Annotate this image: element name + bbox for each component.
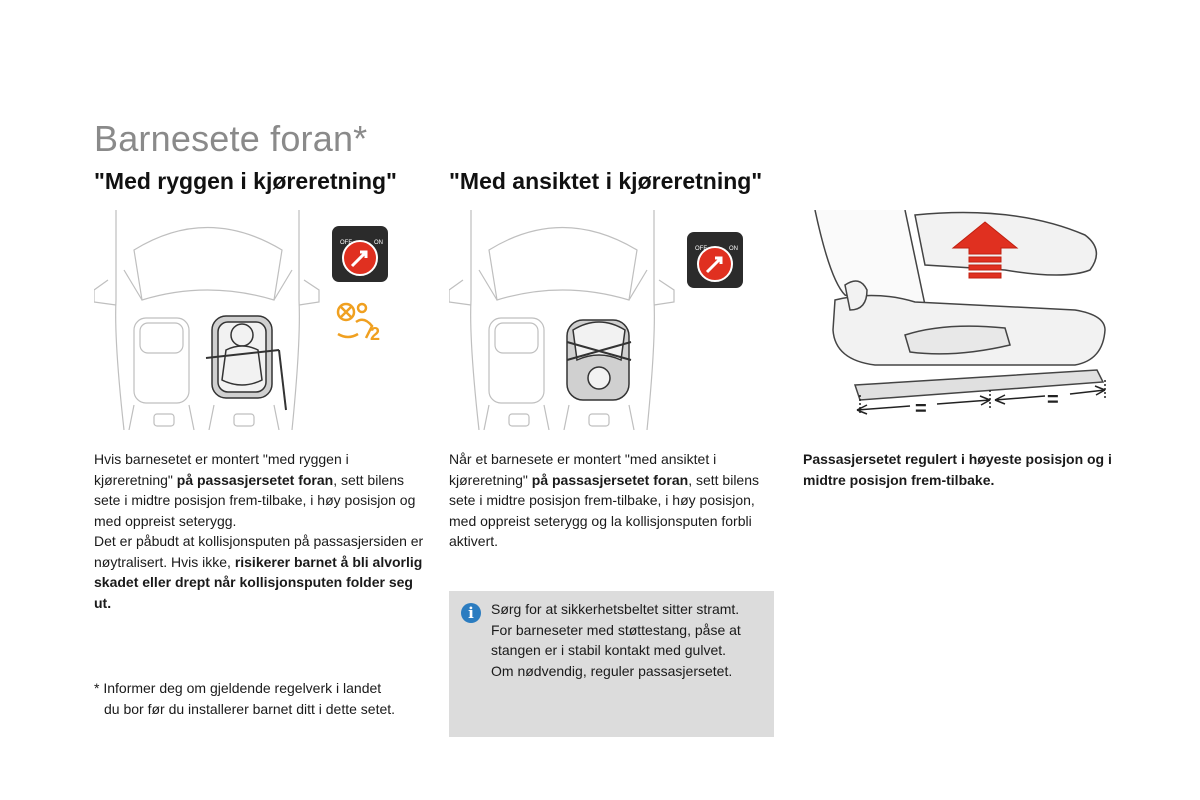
seat-caption: Passasjersetet regulert i høyeste posisjon og i midtre posisjon frem-tilbake. xyxy=(803,451,1112,488)
svg-text:ON: ON xyxy=(374,240,383,246)
svg-text:ON: ON xyxy=(729,246,738,252)
heading-rear-facing: "Med ryggen i kjøreretning" xyxy=(94,168,397,194)
svg-text:2: 2 xyxy=(370,324,381,344)
car-rear-facing-illustration xyxy=(94,210,424,430)
seat-adjustment-illustration xyxy=(805,210,1120,420)
svg-text:=: = xyxy=(915,398,927,420)
svg-text:OFF: OFF xyxy=(695,246,707,252)
info-icon: i xyxy=(461,603,481,623)
svg-text:OFF: OFF xyxy=(340,240,352,246)
info-box xyxy=(449,591,774,737)
car-forward-facing-illustration xyxy=(449,210,779,430)
forward-facing-description: Når et barnesete er montert "med ansiktet i kjøreretning" på passasjersetet foran, sett bilens sete i midtre posisjon frem-tilbake, i høy posisjon, med oppreist seterygg og la kollisjonsputen forbli aktivert. xyxy=(449,451,760,549)
airbag-on-indicator xyxy=(687,232,743,288)
rear-facing-description: Hvis barnesetet er montert "med ryggen i kjøreretning" på passasjersetet foran, sett bilens sete i midtre posisjon frem-tilbake, i høy posisjon og med oppreist seterygg. Det er påbudt at kollisjonsputen på passasjersiden er nøytralisert. Hvis ikke, risikerer barnet å bli alvorlig skadet eller drept når kollisjonsputen folder seg ut. xyxy=(94,451,424,611)
page-title: Barnesete foran* xyxy=(94,118,368,159)
heading-forward-facing: "Med ansiktet i kjøreretning" xyxy=(449,168,763,194)
airbag-off-indicator xyxy=(332,226,388,282)
svg-text:=: = xyxy=(1047,389,1059,411)
footnote: * Informer deg om gjeldende regelverk i landet du bor før du installerer barnet ditt i dette setet. xyxy=(94,680,396,717)
airbag-warning-icon xyxy=(338,304,380,344)
info-text: Sørg for at sikkerhetsbeltet sitter stramt. For barneseter med støttestang, påse at stangen er i stabil kontakt med gulvet. Om nødvendig, reguler passasjersetet. xyxy=(491,601,741,679)
